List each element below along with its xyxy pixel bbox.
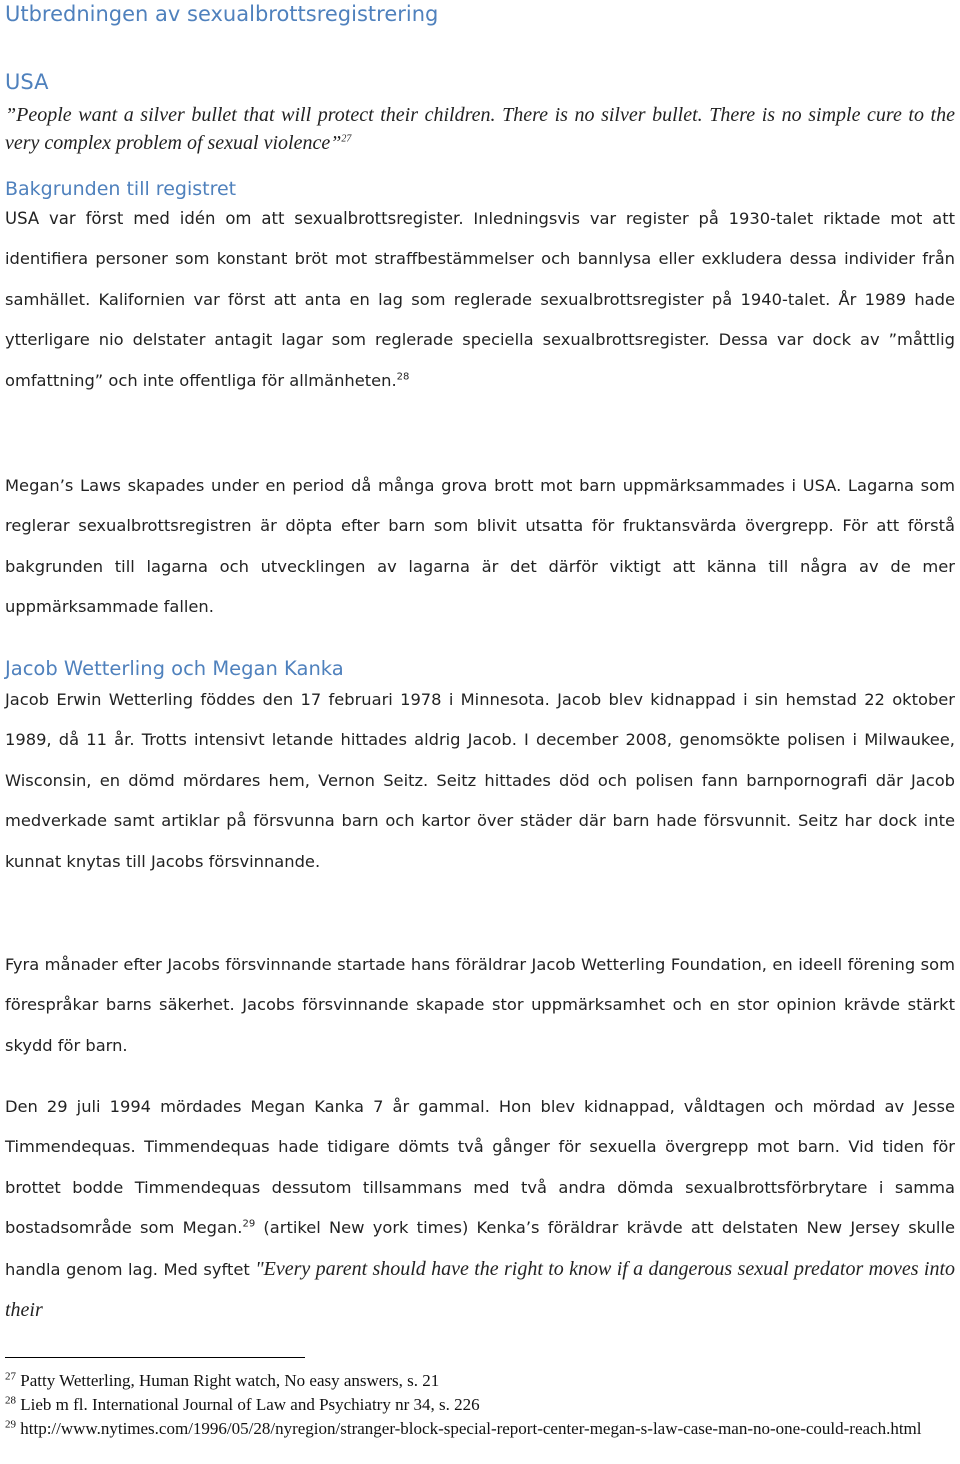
paragraph-cases-1: Jacob Erwin Wetterling föddes den 17 februari 1978 i Minnesota. Jacob blev kidnappad i sin hemstad 22 oktober 1989, då 11 år. Trotts intensivt letande hittades aldrig Jacob. I december 2008, genomsökte polisen i Milwaukee, Wisconsin, en dömd mördares hem, Vernon Seitz. Seitz hittades död och polisen fann barnpornografi där Jacob medverkade samt artiklar på försvunna barn och kartor över städer där barn hade försvunnit. Seitz har dock inte kunnat knytas till Jacobs försvinnande.: [5, 690, 955, 871]
footnote-number: 27: [5, 1370, 16, 1383]
paragraph-cases-3: [5, 1087, 955, 1331]
footnote-28: [5, 1394, 950, 1415]
section-heading-background: Bakgrunden till registret: [5, 178, 237, 200]
footnote-text: Patty Wetterling, Human Right watch, No easy answers, s. 21: [20, 1371, 440, 1390]
footnote-separator: [5, 1357, 305, 1358]
footnote-link[interactable]: http://www.nytimes.com/1996/05/28/nyregion/stranger-block-special-report-center-megan-s-law-case-man-no-one-could-reach.html: [20, 1419, 922, 1438]
paragraph-background-2: Megan’s Laws skapades under en period då många grova brott mot barn uppmärksammades i USA. Lagarna som reglerar sexualbrottsregistren är döpta efter barn som blivit utsatta för fruktansvärda övergrepp. För att förstå bakgrunden till lagarna och utvecklingen av lagarna är det därför viktigt att känna till några av de mer uppmärksammade fallen.: [5, 476, 955, 617]
footnote-number: 29: [5, 1418, 16, 1431]
section-heading-usa: USA: [5, 70, 49, 94]
footnote-ref-28[interactable]: 28: [396, 371, 410, 383]
paragraph-cases-2: Fyra månader efter Jacobs försvinnande startade hans föräldrar Jacob Wetterling Foundation, en ideell förening som förespråkar barns säkerhet. Jacobs försvinnande skapade stor uppmärksamhet och en stor opinion krävde stärkt skydd för barn.: [5, 955, 955, 1055]
opening-quote: [5, 101, 955, 157]
quoted-text: "Every parent should have the right to know if a dangerous sexual predator moves into their: [5, 1257, 955, 1322]
footnote-ref-27[interactable]: 27: [341, 133, 352, 145]
footnote-number: 28: [5, 1394, 16, 1407]
footnote-ref-29[interactable]: 29: [242, 1218, 256, 1230]
paragraph-text: USA var först med idén om att sexualbrottsregister.: [5, 209, 464, 228]
paragraph-text: (artikel New york times) Kenka’s föräldrar krävde att delstaten New Jersey skulle handla genom lag. Med syftet: [5, 1218, 955, 1279]
section-heading-cases: Jacob Wetterling och Megan Kanka: [5, 657, 344, 680]
page-title: Utbredningen av sexualbrottsregistrering: [5, 2, 439, 26]
paragraph-text: Inledningsvis var register på 1930-talet riktade mot att identifiera personer som konstant bröt mot straffbestämmelser och bannlysa eller exkludera dessa individer från samhället. Kalifornien var först att anta en lag som reglerade sexualbrottsregister på 1940-talet. År 1989 hade ytterligare nio delstater antagit lagar som reglerade speciella sexualbrottsregister. Dessa var dock av ”måttlig omfattning” och inte offentliga för allmänheten.: [5, 209, 955, 390]
paragraph-background-1: [5, 199, 955, 401]
footnote-text: Lieb m fl. International Journal of Law and Psychiatry nr 34, s. 226: [20, 1395, 480, 1414]
quote-text: ”People want a silver bullet that will protect their children. There is no silver bullet. There is no simple cure to the very complex problem of sexual violence”: [5, 104, 955, 154]
footnote-27: [5, 1370, 950, 1391]
footnote-29: [5, 1418, 950, 1439]
paragraph-text: Den 29 juli 1994 mördades Megan Kanka 7 år gammal. Hon blev kidnappad, våldtagen och mördad av Jesse Timmendequas. Timmendequas hade tidigare dömts två gånger för sexuella övergrepp mot barn. Vid tiden för brottet bodde Timmendequas dessutom tillsammans med två andra dömda sexualbrottsförbrytare i samma bostadsområde som Megan.: [5, 1097, 955, 1238]
